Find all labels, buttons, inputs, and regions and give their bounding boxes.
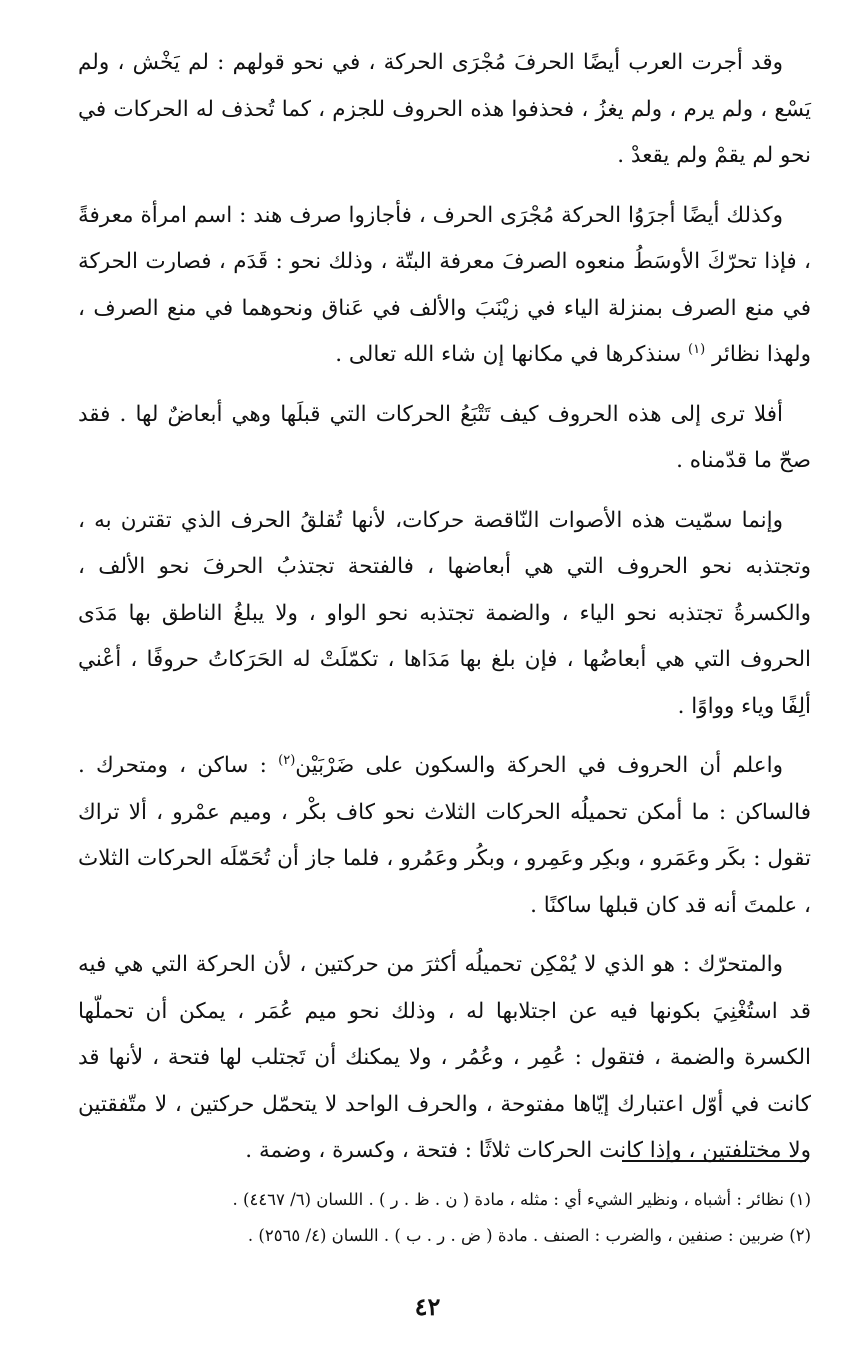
paragraph-6-text: والمتحرّك : هو الذي لا يُمْكِن تحميلُه أكثرَ من حركتين ، لأن الحركة التي هي فيه قد استُغْنِيَ بكونها فيه عن اجتلابها له ، وذلك نحو ميم عُمَر ، يمكن أن تحملّها الكسرة والضمة ، فتقول : عُمِر ، وعُمُر ، ولا يمكنك أن تَجتلب لها فتحة ، لأنها قد كانت في أوّل اعتبارك إيّاها مفتوحة ، والحرف الواحد لا يتحمّل حركتين ، لا متّفقتين ولا مختلفتين ، وإذا كانت الحركات ثلاثًا : فتحة ، وكسرة ، وضمة . — [78, 952, 811, 1163]
paragraph-1-text: وقد أجرت العرب أيضًا الحرفَ مُجْرَى الحركة ، في نحو قولهم : لم يَخْش ، ولم يَسْع ، ولم يرم ، ولم يغزُ ، فحذفوا هذه الحروف للجزم ، كما تُحذف له الحركات في نحو لم يقمْ ولم يقعدْ . — [78, 50, 811, 168]
paragraph-3-text: أفلا ترى إلى هذه الحروف كيف تَتْبَعُ الحركات التي قبلَها وهي أبعاضٌ لها . فقد صحّ ما قدّمناه . — [78, 401, 811, 473]
footnote-marker-1[interactable]: (١) — [688, 341, 706, 357]
paragraph-2 — [78, 193, 811, 379]
footnotes — [78, 1182, 811, 1254]
paragraph-5-text-end: : ساكن ، ومتحرك . فالساكن : ما أمكن تحميلُه الحركات الثلاث نحو كاف بكْر ، وميم عمْرو ، ألا تراك تقول : بكَر وعَمَرو ، وبكِر وعَمِرو ، وبكُر وعَمُرو ، فلما جاز أن تُحَمّلَه الحركات الثلاث ، علمتَ أنه قد كان قبلها ساكنًا . — [78, 753, 811, 918]
page-number: ٤٢ — [414, 1292, 441, 1321]
paragraph-2-text: وكذلك أيضًا أجرَوُا الحركة مُجْرَى الحرف ، فأجازوا صرف هند : اسم امرأة معرفةً ، فإذا تحرّكَ الأوسَطُ منعوه الصرفَ معرفة البتّة ، وذلك نحو : قَدَم ، فصارت الحركة في منع الصرف بمنزلة الياء في زيْنَبَ والألف في عَناق ونحوهما في منع الصرف ، ولهذا نظائر — [78, 202, 811, 367]
footnote-divider — [622, 1160, 806, 1162]
footnote-marker-2[interactable]: (٢) — [278, 752, 296, 768]
body-text — [78, 40, 811, 1188]
paragraph-4-text: وإنما سمّيت هذه الأصوات النّاقصة حركات، لأنها تُقلقُ الحرف الذي تقترن به ، وتجتذبه نحو الحروف التي هي أبعاضها ، فالفتحة تجتذبُ الحرفَ نحو الألف ، والكسرةُ تجتذبه نحو الياء ، والضمة تجتذبه نحو الواو ، ولا يبلغُ الناطق بها مَدَى الحروف التي هي أبعاضُها ، فإن بلغ بها مَدَاها ، تكمّلَتْ له الحَرَكاتُ حروفًا ، أعْني ألِفًا وياء وواوًا . — [78, 507, 811, 719]
paragraph-5 — [78, 743, 811, 929]
paragraph-4 — [78, 498, 811, 731]
footnote-2: (٢) ضربين : صنفين ، والضرب : الصنف . مادة ( ض . ر . ب ) . اللسان (٤/ ٢٥٦٥) . — [247, 1226, 811, 1245]
paragraph-3 — [78, 392, 811, 485]
footnote-1: (١) نظائر : أشباه ، ونظير الشيء أي : مثله ، مادة ( ن . ظ . ر ) . اللسان (٦/ ٤٤٦٧) . — [232, 1190, 811, 1209]
paragraph-2-text-end: سنذكرها في مكانها إن شاء الله تعالى . — [335, 342, 689, 367]
paragraph-5-text: واعلم أن الحروف في الحركة والسكون على ضَرْبَيْن — [295, 753, 783, 778]
paragraph-1 — [78, 40, 811, 180]
paragraph-6 — [78, 942, 811, 1175]
